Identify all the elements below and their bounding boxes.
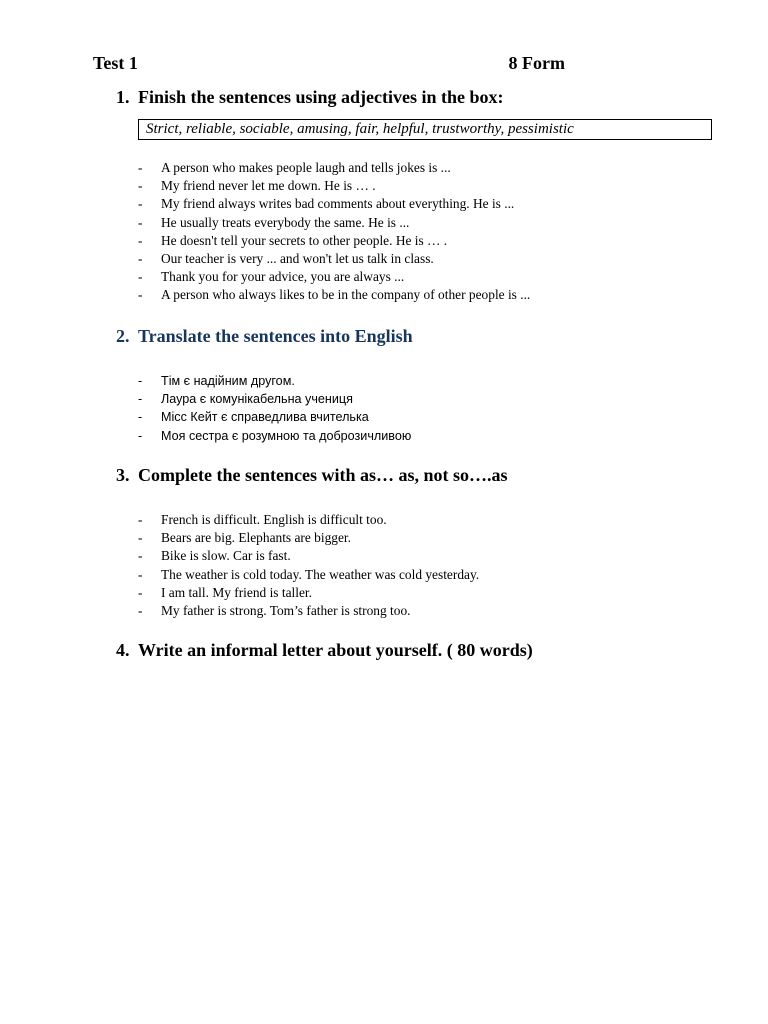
bullet-dash: -	[138, 410, 143, 425]
list-item-text: Місс Кейт є справедлива вчителька	[161, 410, 369, 425]
bullet-dash: -	[138, 269, 143, 285]
test-title: Test 1	[93, 53, 138, 73]
bullet-dash: -	[138, 232, 143, 248]
section-4-title: Write an informal letter about yourself. ( 80 words)	[138, 640, 533, 660]
bullet-dash: -	[138, 530, 143, 546]
list-item-text: Лаура є комунікабельна учениця	[161, 392, 353, 407]
bullet-dash: -	[138, 428, 143, 443]
form-label: 8 Form	[508, 53, 565, 73]
section-3-list	[138, 511, 479, 620]
list-item-text: I am tall. My friend is taller.	[161, 584, 312, 600]
list-item-text: My friend never let me down. He is … .	[161, 178, 376, 194]
list-item	[138, 566, 479, 584]
list-item	[138, 195, 530, 213]
list-item-text: My father is strong. Tom’s father is strong too.	[161, 602, 411, 618]
bullet-dash: -	[138, 548, 143, 564]
section-2-title: Translate the sentences into English	[138, 326, 413, 346]
list-item-text: A person who makes people laugh and tells jokes is ...	[161, 160, 451, 175]
list-item	[138, 268, 530, 286]
bullet-dash: -	[138, 214, 143, 230]
list-item	[138, 232, 530, 250]
bullet-dash: -	[138, 287, 143, 303]
bullet-dash: -	[138, 250, 143, 266]
bullet-dash: -	[138, 512, 143, 527]
section-2-heading	[116, 326, 413, 347]
list-item	[138, 286, 530, 304]
list-item	[138, 529, 479, 547]
page-header	[93, 53, 565, 75]
list-item	[138, 214, 530, 232]
bullet-dash: -	[138, 160, 143, 175]
section-3-heading	[116, 465, 507, 486]
list-item-text: Bike is slow. Car is fast.	[161, 548, 291, 564]
adjective-word-box: Strict, reliable, sociable, amusing, fair, helpful, trustworthy, pessimistic	[138, 119, 712, 140]
list-item-text: Тім є надійним другом.	[161, 374, 295, 388]
section-4-number: 4.	[116, 640, 130, 660]
section-2-list	[138, 372, 411, 445]
list-item-text: A person who always likes to be in the company of other people is ...	[161, 287, 531, 303]
bullet-dash: -	[138, 602, 143, 618]
list-item	[138, 159, 530, 177]
section-2-number: 2.	[116, 326, 130, 346]
section-1-number: 1.	[116, 87, 130, 107]
section-1-list	[138, 159, 530, 305]
list-item-text: Моя сестра є розумною та доброзичливою	[161, 428, 412, 443]
section-1-title: Finish the sentences using adjectives in the box:	[138, 87, 504, 107]
bullet-dash: -	[138, 566, 143, 582]
section-4-heading	[116, 640, 533, 661]
list-item	[138, 427, 411, 445]
list-item	[138, 547, 479, 565]
list-item	[138, 408, 411, 426]
list-item	[138, 177, 530, 195]
list-item	[138, 602, 479, 620]
list-item-text: Thank you for your advice, you are always ...	[161, 269, 405, 285]
bullet-dash: -	[138, 374, 143, 388]
list-item-text: Bears are big. Elephants are bigger.	[161, 530, 351, 546]
bullet-dash: -	[138, 392, 143, 407]
section-3-title: Complete the sentences with as… as, not so….as	[138, 465, 508, 485]
bullet-dash: -	[138, 178, 143, 194]
list-item-text: He usually treats everybody the same. He is ...	[161, 214, 410, 230]
list-item-text: French is difficult. English is difficult too.	[161, 512, 387, 527]
list-item-text: He doesn't tell your secrets to other people. He is … .	[161, 232, 448, 248]
list-item	[138, 372, 411, 390]
bullet-dash: -	[138, 584, 143, 600]
list-item	[138, 511, 479, 529]
list-item	[138, 250, 530, 268]
bullet-dash: -	[138, 196, 143, 212]
section-1-heading	[116, 87, 504, 108]
list-item	[138, 390, 411, 408]
list-item	[138, 584, 479, 602]
section-3-number: 3.	[116, 465, 130, 485]
list-item-text: The weather is cold today. The weather was cold yesterday.	[161, 566, 480, 582]
list-item-text: My friend always writes bad comments about everything. He is ...	[161, 196, 515, 212]
list-item-text: Our teacher is very ... and won't let us talk in class.	[161, 250, 434, 266]
